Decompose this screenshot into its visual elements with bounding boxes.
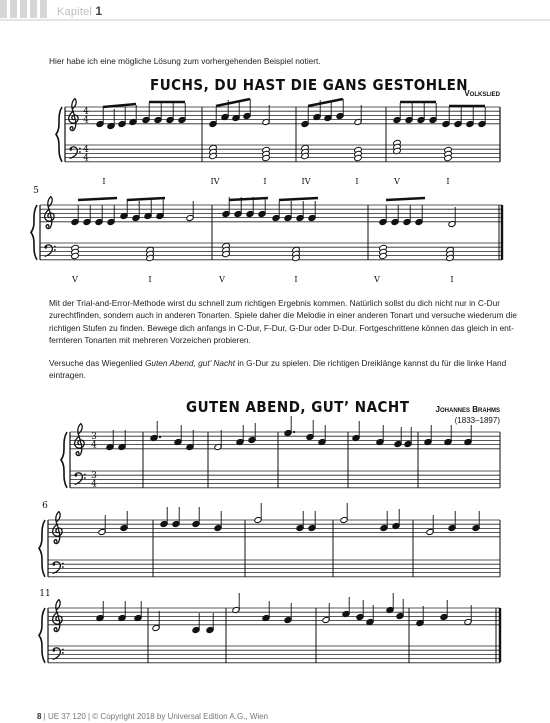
time-signature: 4 bbox=[83, 153, 89, 164]
dot bbox=[159, 436, 161, 438]
time-signature: 4 bbox=[83, 107, 89, 118]
treble-clef bbox=[53, 512, 62, 544]
time-signature: 4 bbox=[91, 440, 97, 451]
song2-title: GUTEN ABEND, GUT’ NACHT bbox=[186, 398, 410, 416]
song2-composer: Johannes Brahms bbox=[435, 405, 500, 414]
time-signature: 3 bbox=[91, 432, 97, 443]
system-brace bbox=[39, 608, 45, 663]
chapter-label-text: Kapitel bbox=[57, 6, 93, 18]
body-text-line: richtigen Stufen zu finden. Bewege dich anfangs in C-Dur, F-Dur, G-Dur oder D-Dur. Fortgeschrittene können das gleich in ent- bbox=[49, 322, 514, 333]
system-brace bbox=[31, 205, 37, 260]
chord-numeral: I bbox=[148, 275, 152, 284]
intro-text: Hier habe ich eine mögliche Lösung zum vorhergehenden Beispiel notiert. bbox=[49, 56, 321, 66]
beam bbox=[216, 99, 250, 106]
time-signature: 4 bbox=[83, 145, 89, 156]
chord-numeral: V bbox=[72, 275, 78, 284]
beam bbox=[229, 198, 268, 200]
time-signature: 3 bbox=[91, 471, 97, 482]
treble-clef bbox=[45, 197, 54, 229]
system-brace bbox=[39, 520, 45, 577]
song1-title: FUCHS, DU HAST DIE GANS GESTOHLEN bbox=[150, 76, 469, 94]
system-brace bbox=[56, 107, 62, 162]
chapter-number: 1 bbox=[95, 4, 103, 18]
bass-clef bbox=[52, 562, 63, 573]
exercise-text-line2: eintragen. bbox=[49, 370, 86, 381]
bass-clef bbox=[52, 648, 63, 659]
chord-numeral: I bbox=[355, 177, 359, 186]
chord-numeral: I bbox=[294, 275, 298, 284]
treble-clef bbox=[69, 99, 78, 131]
beam bbox=[78, 198, 117, 200]
page-number: 8 bbox=[37, 712, 42, 721]
chord-numeral: V bbox=[374, 275, 380, 284]
beam bbox=[386, 198, 425, 200]
chord-numeral: V bbox=[219, 275, 225, 284]
song1-credit: Volkslied bbox=[464, 89, 500, 98]
chord-numeral: V bbox=[394, 177, 400, 186]
body-text-line: Mit der Trial-and-Error-Methode wirst du schnell zum richtigen Ergebnis kommen. Natürlich sollst du dich nicht nur in C-Dur bbox=[49, 298, 500, 308]
chord-numeral: I bbox=[102, 177, 106, 186]
exercise-text-line1: Versuche das Wiegenlied Guten Abend, gut’ Nacht in G-Dur zu spielen. Die richtigen Dreiklänge kannst du für die linke Hand bbox=[49, 358, 507, 368]
treble-clef bbox=[75, 424, 84, 456]
footer-text: | UE 37 120 | © Copyright 2018 by Universal Edition A.G., Wien bbox=[41, 712, 269, 721]
beam bbox=[279, 198, 318, 200]
bass-clef bbox=[69, 147, 80, 158]
measure-number: 6 bbox=[42, 501, 48, 511]
system-brace bbox=[61, 432, 67, 488]
chord-numeral: IV bbox=[210, 177, 220, 186]
beam bbox=[308, 99, 343, 106]
beam bbox=[103, 104, 136, 107]
chord-numeral: IV bbox=[301, 177, 311, 186]
dot bbox=[293, 431, 295, 433]
chord-numeral: I bbox=[450, 275, 454, 284]
song-reference: Guten Abend, gut’ Nacht bbox=[144, 358, 236, 368]
treble-clef bbox=[53, 600, 62, 632]
measure-number: 11 bbox=[39, 589, 51, 599]
body-text-line: fernteren Tonarten mit mehreren Vorzeichen probieren. bbox=[49, 334, 251, 345]
chord-numeral: I bbox=[446, 177, 450, 186]
song2-years: (1833–1897) bbox=[454, 416, 500, 425]
measure-number: 5 bbox=[33, 186, 39, 196]
bass-clef bbox=[44, 245, 55, 256]
time-signature: 4 bbox=[83, 115, 89, 126]
time-signature: 4 bbox=[91, 479, 97, 490]
chord-numeral: I bbox=[263, 177, 267, 186]
beam bbox=[127, 198, 165, 200]
bass-clef bbox=[74, 473, 85, 484]
body-text-line: zurechtfinden, sondern auch in anderen Tonarten. Spiele daher die Melodie in einer anderen Tonart und versuche wiederum die bbox=[49, 310, 517, 321]
